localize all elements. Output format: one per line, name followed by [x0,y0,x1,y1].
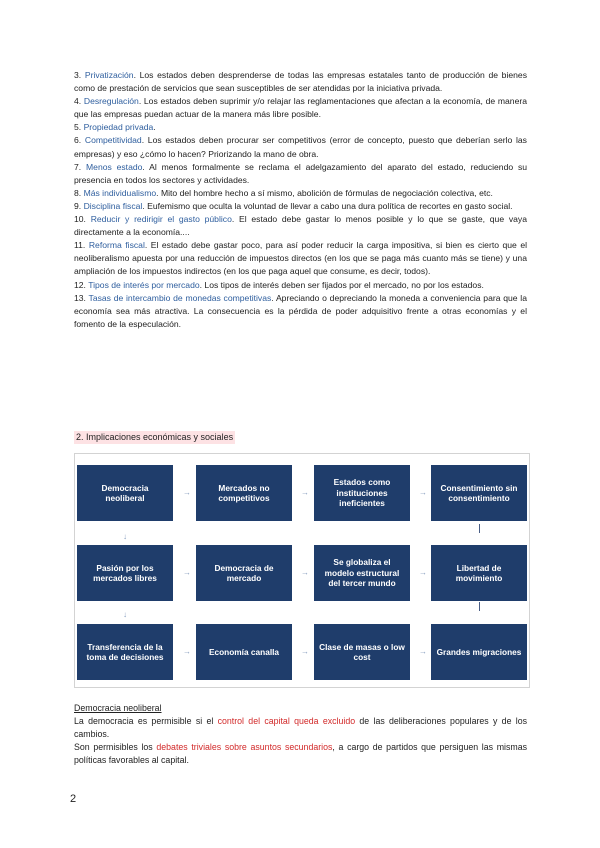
arrow-right-icon: → [301,647,309,656]
section-title: 2. Implicaciones económicas y sociales [76,432,234,442]
diagram-box: Consentimiento sin consentimiento [431,465,527,521]
arrow-right-icon: → [301,568,309,577]
diagram-box: Democracia de mercado [196,545,292,601]
list-item: 12. Tipos de interés por mercado. Los tipos de interés deben ser fijados por el mercado, no por los estados. [74,279,484,290]
list-item: 6. Competitividad. Los estados deben procurar ser competitivos (error de concepto, puesto que deberían serlo las empresas) y eso ¿cómo lo hacen? Priorizando la mano de obra. [74,135,527,159]
arrow-right-icon: → [419,647,427,656]
arrow-right-icon: → [419,488,427,497]
paragraph: La democracia es permisible si el control del capital queda excluido de las deliberaciones populares y de los cambios. [74,716,527,740]
list-item: 13. Tasas de intercambio de monedas competitivas. Apreciando o depreciando la moneda a conveniencia para que la economía sea más atractiva. La consecuencia es la pérdida de poder adquisitivo frente a otras economías y el fomento de la especulación. [74,292,527,329]
diagram-box: Clase de masas o low cost [314,624,410,680]
list-term: Tipos de interés por mercado [88,279,200,290]
list-item: 11. Reforma fiscal. El estado debe gastar poco, para así poder reducir la carga impositiva, si bien es cierto que el neoliberalismo apuesta por una reducción de impuestos directos (en los que se paga más cuanto más se tiene) y una ampliación de los impuestos indirectos (en los que paga aquel que consume, es decir, todos). [74,240,528,277]
principles-list [74,69,527,331]
list-term: Competitividad [84,135,142,146]
list-item: 7. Menos estado. Al menos formalmente se reclama el adelgazamiento del aparato del estado, reduciendo su presencia en todos los sectores y actividades. [74,161,528,185]
list-term: Menos estado [86,161,143,172]
diagram-box: Estados como instituciones ineficientes [314,465,410,521]
list-term: Tasas de intercambio de monedas competitivas [88,292,272,303]
list-term: Desregulación [83,96,139,107]
list-item: 3. Privatización. Los estados deben desprenderse de todas las empresas estatales tanto de producción de bienes como de prestación de servicios que sean susceptibles de ser atendidas por la iniciativa privada. [74,70,527,94]
arrow-right-icon: → [183,488,191,497]
list-term: Más individualismo [83,187,157,198]
list-item: 5. Propiedad privada. [74,122,156,133]
list-term: Disciplina fiscal [83,200,143,211]
diagram-box: Mercados no competitivos [196,465,292,521]
arrow-right-icon: → [301,488,309,497]
arrow-right-icon: → [183,647,191,656]
subheading: Democracia neoliberal [74,703,162,713]
arrow-right-icon: → [183,568,191,577]
arrow-down-icon: ↓ [123,532,127,541]
diagram-box: Se globaliza el modelo estructural del tercer mundo [314,545,410,601]
paragraph: Son permisibles los debates triviales sobre asuntos secundarios, a cargo de partidos que persiguen las mismas políticas favorables al capital. [74,742,527,766]
diagram-box: Economía canalla [196,624,292,680]
highlight-text: control del capital queda excluido [217,716,356,726]
list-term: Propiedad privada [83,122,154,133]
arrow-right-icon: → [419,568,427,577]
diagram-box: Pasión por los mercados libres [77,545,173,601]
diagram-box: Libertad de movimiento [431,545,527,601]
list-item: 4. Desregulación. Los estados deben suprimir y/o relajar las reglamentaciones que afectan a la economía, de manera que las empresas puedan actuar de la manera más libre posible. [74,96,527,120]
flow-diagram [74,453,530,688]
diagram-box: Grandes migraciones [431,624,527,680]
connector-line [479,602,480,611]
arrow-down-icon: ↓ [123,610,127,619]
page-number: 2 [70,793,77,805]
diagram-box: Transferencia de la toma de decisiones [77,624,173,680]
list-item: 10. Reducir y redirigir el gasto público. El estado debe gastar lo menos posible y lo que se gaste, que vaya directamente a la economía.... [74,214,527,238]
highlight-text: debates triviales sobre asuntos secundarios [156,742,333,752]
list-item: 8. Más individualismo. Mito del hombre hecho a sí mismo, abolición de fórmulas de negociación colectiva, etc. [74,187,493,198]
list-term: Reducir y redirigir el gasto público [90,214,232,225]
connector-line [479,524,480,533]
list-term: Privatización [84,70,134,80]
list-term: Reforma fiscal [88,240,145,251]
diagram-box: Democracia neoliberal [77,465,173,521]
list-item: 9. Disciplina fiscal. Eufemismo que oculta la voluntad de llevar a cabo una dura política de recortes en gasto social. [74,200,513,211]
